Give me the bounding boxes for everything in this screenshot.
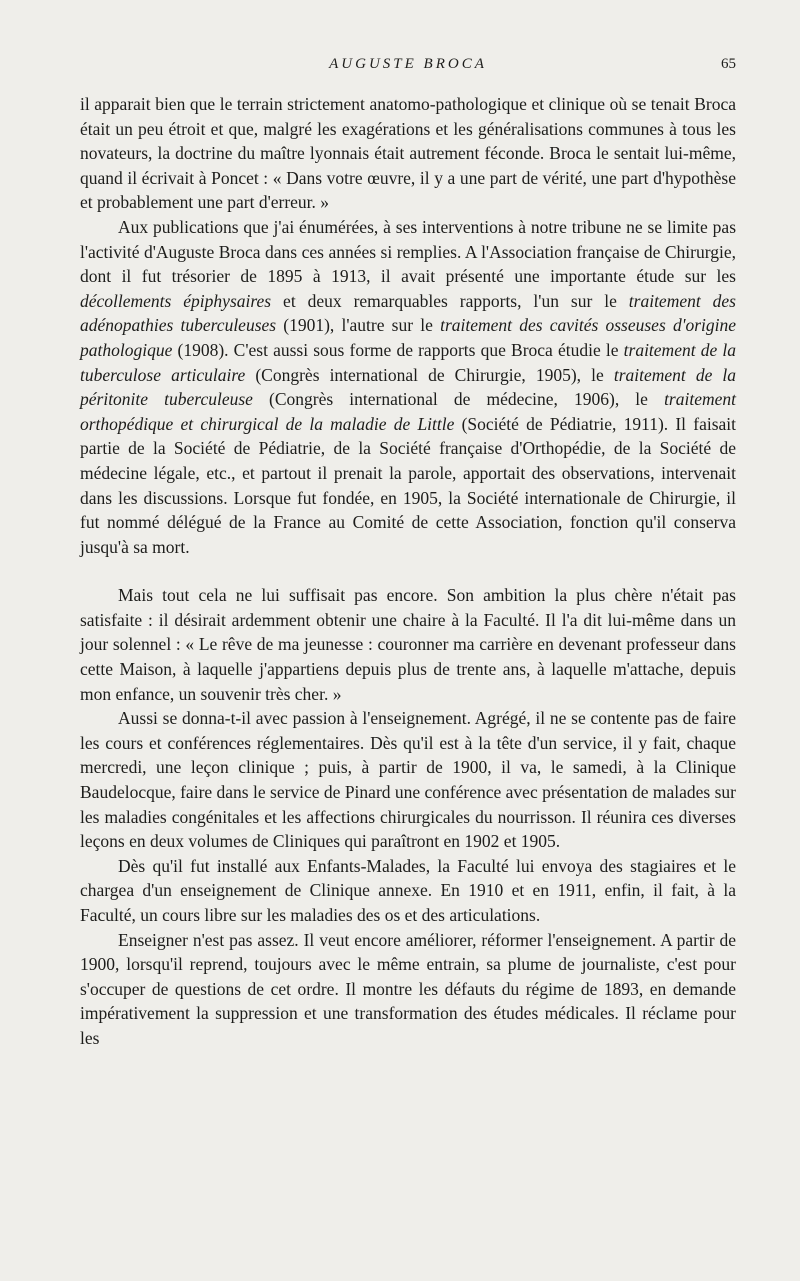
text-segment: et deux remarquables rapports, l'un sur le (271, 290, 629, 311)
body-text (80, 92, 736, 1051)
italic-title: traitement des cavités osseuses d'origine pathologique (80, 315, 736, 360)
paragraph-1 (80, 92, 736, 215)
text-segment: (Congrès international de médecine, 1906), le (252, 389, 665, 410)
text-segment: Dès qu'il fut installé aux Enfants-Malades, la Faculté lui envoya des stagiaires et le chargea d'un enseignement de Clinique annexe. En 1910 et en 1911, enfin, il fait, à la Faculté, un cours libre sur les maladies des os et des articulations. (80, 855, 736, 925)
running-title: AUGUSTE BROCA (329, 56, 487, 72)
text-segment: Mais tout cela ne lui suffisait pas encore. Son ambition la plus chère n'était pas satisfaite : il désirait ardemment obtenir une chaire à la Faculté. Il l'a dit lui-même dans un jour solennel : « Le rêve de ma jeunesse : couronner ma carrière en devenant professeur dans cette Maison, à laquelle j'appartiens depuis plus de trente ans, à laquelle m'attache, depuis mon enfance, un souvenir très cher. » (80, 585, 736, 704)
italic-title: traitement de la tuberculose articulaire (80, 339, 736, 385)
text-segment: Enseigner n'est pas assez. Il veut encore améliorer, réformer l'enseignement. A partir de 1900, lorsqu'il reprend, toujours avec le même entrain, sa plume de journaliste, c'est pour s'occuper de questions de cet ordre. Il montre les défauts du régime de 1893, en demande impérativement la suppression et une transformation des études médicales. Il réclame pour les (80, 929, 736, 1048)
paragraph-6 (80, 928, 736, 1051)
paragraph-2 (80, 215, 736, 559)
italic-title: traitement orthopédique et chirurgical de la maladie de Little (80, 389, 736, 434)
text-segment: (Congrès international de Chirurgie, 1905), le (245, 364, 614, 385)
text-segment: (1908). C'est aussi sous forme de rapports que Broca étudie le (172, 339, 624, 360)
paragraph-4 (80, 706, 736, 854)
paragraph-3 (80, 583, 736, 706)
text-segment: (Société de Pédiatrie, 1911). Il faisait partie de la Société de Pédiatrie, de la Société française d'Orthopédie, de la Société de médecine légale, etc., et partout il prenait la parole, apportait des observations, intervenait dans les discussions. Lorsque fut fondée, en 1905, la Société internationale de Chirurgie, il fut nommé délégué de la France au Comité de cette Association, fonction qu'il conserva jusqu'à sa mort. (80, 413, 736, 557)
italic-title: traitement de la péritonite tuberculeuse (80, 364, 737, 410)
paragraph-5 (80, 854, 736, 928)
text-segment: Aussi se donna-t-il avec passion à l'enseignement. Agrégé, il ne se contente pas de faire les cours et conférences réglementaires. Dès qu'il est à la tête d'un service, il y fait, chaque mercredi, une leçon clinique ; puis, à partir de 1900, il va, le samedi, à la Clinique Baudelocque, faire dans le service de Pinard une conférence avec présentation de malades sur les maladies congénitales et les affections chirurgicales du nourrisson. Il réunira ces diverses leçons en deux volumes de Cliniques qui paraîtront en 1902 et 1905. (80, 708, 736, 852)
text-segment: (1901), l'autre sur le (276, 315, 441, 336)
page-number: 65 (721, 56, 736, 72)
running-head (80, 56, 736, 78)
text-segment: Aux publications que j'ai énumérées, à ses interventions à notre tribune ne se limite pas l'activité d'Auguste Broca dans ces années si remplies. A l'Association française de Chirurgie, dont il fut trésorier de 1895 à 1913, il avait présenté une importante étude sur les (80, 216, 736, 287)
italic-title: traitement des adénopathies tuberculeuses (80, 290, 736, 336)
text-segment: il apparait bien que le terrain strictement anatomo-pathologique et clinique où se tenait Broca était un peu étroit et que, malgré les exagérations et les généralisations communes à tous les novateurs, la doctrine du maître lyonnais était autrement féconde. Broca le sentait lui-même, quand il écrivait à Poncet : « Dans votre œuvre, il y a une part de vérité, une part d'hypothèse et probablement une part d'erreur. » (80, 94, 736, 213)
italic-title: décollements épiphysaires (80, 290, 272, 311)
